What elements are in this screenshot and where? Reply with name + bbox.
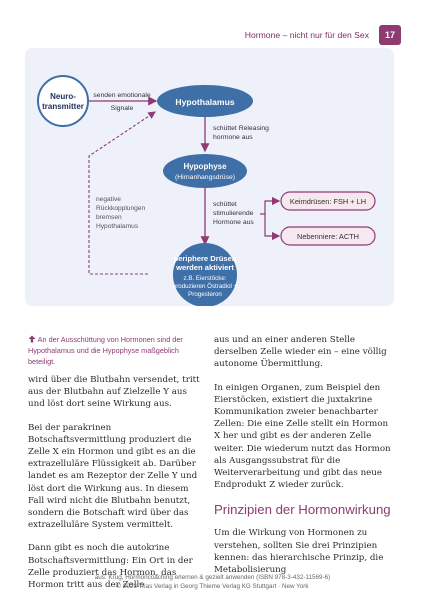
running-header xyxy=(245,25,401,45)
stimulating-label-3: Hormone aus xyxy=(213,219,254,226)
keimdruesen-connector xyxy=(260,201,279,214)
paragraph: Dann gibt es noch die autokrine Botschaftsvermittlung: Ein Ort in der Zelle produziert das Hormon, das Hormon tritt aus der Zelle xyxy=(28,543,193,591)
releasing-label-1: schüttet Releasing xyxy=(213,125,269,132)
paragraph: Bei der parakrinen Botschaftsvermittlung produziert die Zelle X ein Hormon und gibt es an die extrazelluläre Flüssigkeit ab. Darüber landet es am Rezeptor der Zelle Y und löst dort die Wirkung aus. In diesem Fall wird nicht die Blutbahn benutzt, sondern die Botschaft wird über das extrazelluläre System vermittelt. xyxy=(28,422,198,531)
feedback-loop xyxy=(89,112,155,274)
feedback-label-3: bremsen xyxy=(96,214,122,221)
stimulating-label-1: schüttet xyxy=(213,201,237,208)
figure-caption xyxy=(28,334,196,367)
text-column-left xyxy=(28,374,206,602)
text-column-right xyxy=(214,334,396,587)
nebenniere-label: Nebenniere: ACTH xyxy=(296,232,360,241)
paragraph: Um die Wirkung von Hormonen zu verstehen, sollten Sie drei Prinzipien kennen: das hierarchische Prinzip, die Metabolisierung xyxy=(214,528,384,576)
feedback-label-1: negative xyxy=(96,196,121,203)
footer-source: aus: Krug, Hormoncoaching erlernen & gezielt anwenden (ISBN 978-3-432-11569-6) xyxy=(94,574,331,581)
peripheral-label-2: werden aktiviert xyxy=(176,263,234,272)
peripheral-sub-3: Progesteron xyxy=(188,291,222,298)
keimdruesen-label: Keimdrüsen: FSH + LH xyxy=(289,197,367,206)
nebenniere-connector xyxy=(265,214,279,236)
neurotransmitter-label-2: transmitter xyxy=(42,102,84,111)
signal-label-1: senden emotionale xyxy=(93,92,151,99)
caption-text: An der Ausschüttung von Hormonen sind der Hypothalamus und die Hypophyse maßgeblich beteiligt. xyxy=(28,335,183,366)
hormone-diagram xyxy=(25,48,394,306)
footer-copyright: © 2023 Trias Verlag in Georg Thieme Verlag KG Stuttgart · New York xyxy=(116,583,309,590)
paragraph: wird über die Blutbahn versendet, tritt aus der Blutbahn auf Zielzelle Y aus und löst dort seine Wirkung aus. xyxy=(28,375,200,410)
stimulating-label-2: stimulierende xyxy=(213,210,254,217)
peripheral-label-1: periphere Drüsen xyxy=(173,254,237,263)
hypophyse-label: Hypophyse xyxy=(183,162,227,171)
header-title: Hormone – nicht nur für den Sex xyxy=(244,30,369,40)
signal-label-2: Signale xyxy=(110,105,134,112)
section-heading: Prinzipien der Hormonwirkung xyxy=(214,502,391,518)
hypophyse-sublabel: (Hirnanhangsdrüse) xyxy=(174,174,236,181)
peripheral-sub-1: z.B. Eierstöcke: xyxy=(183,275,227,282)
releasing-label-2: hormone aus xyxy=(213,134,253,141)
paragraph: In einigen Organen, zum Beispiel den Eierstöcken, existiert die juxtakrine Kommunikation zweier benachbarter Zellen: Die eine Zelle stellt ein Hormon X her und gibt es der anderen Zelle weiter. Die wiederum nutzt das Hormon als Ausgangssubstrat für die Weiterverarbeitung und gibt das neue Endprodukt Z wieder zurück. xyxy=(214,382,391,491)
neurotransmitter-node xyxy=(38,76,88,126)
hypophyse-node xyxy=(163,154,247,188)
triangle-arrow-icon xyxy=(28,335,36,343)
feedback-label-4: Hypothalamus xyxy=(96,223,139,230)
feedback-label-2: Rückkopplungen xyxy=(96,205,146,212)
page-number-badge: 17 xyxy=(379,25,401,45)
paragraph: aus und an einer anderen Stelle derselben Zelle wieder ein – eine völlig autonome Übermittlung. xyxy=(214,335,387,370)
peripheral-sub-2: produzieren Östradiol + xyxy=(172,283,238,290)
neurotransmitter-label-1: Neuro- xyxy=(50,92,76,101)
hypothalamus-label: Hypothalamus xyxy=(175,97,235,107)
diagram-canvas xyxy=(25,48,394,306)
